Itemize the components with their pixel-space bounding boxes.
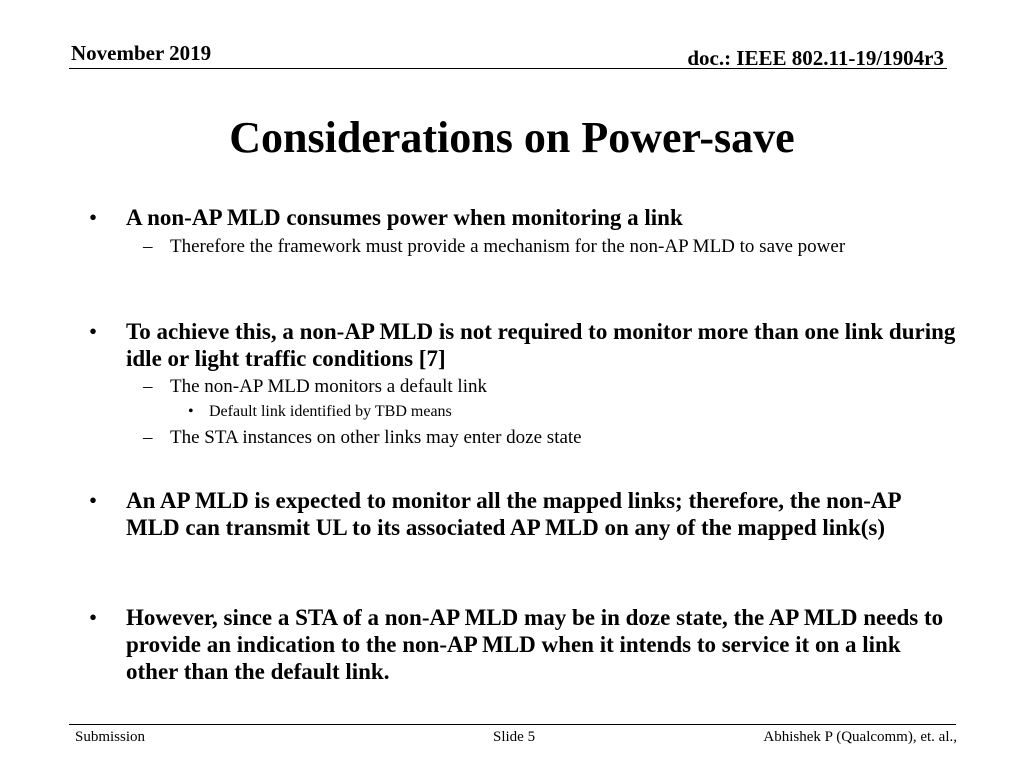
bullet-1-sub-1 (143, 236, 940, 258)
bullet-2 (89, 318, 956, 372)
bullet-marker: • (89, 205, 98, 230)
footer-slide-number: Slide 5 (493, 729, 536, 745)
bullet-2-sub-1 (143, 376, 940, 398)
bullet-4 (89, 604, 956, 685)
bullet-3 (89, 487, 956, 541)
bullet-4-text: However, since a STA of a non-AP MLD may be in doze state, the AP MLD needs to provide an indication to the non-AP MLD when it intends to service it on a link other than the default link. (126, 605, 944, 684)
bullet-1 (89, 204, 956, 231)
bullet-2-sub-1-text: The non-AP MLD monitors a default link (170, 376, 487, 397)
slide-title: Considerations on Power-save (229, 113, 795, 162)
bullet-1-text: A non-AP MLD consumes power when monitoring a link (126, 205, 683, 230)
bullet-2-sub-2 (143, 427, 940, 449)
sub-bullet-marker: – (143, 376, 153, 397)
bullet-2-text: To achieve this, a non-AP MLD is not required to monitor more than one link during idle or light traffic conditions [7] (126, 319, 956, 371)
bullet-2-sub-1-sub-1 (188, 402, 909, 422)
sub-bullet-marker: – (143, 236, 153, 257)
bullet-2-sub-2-text: The STA instances on other links may enter doze state (170, 427, 582, 448)
footer-submission: Submission (75, 729, 146, 745)
header-date: November 2019 (71, 41, 212, 65)
sub-bullet-marker: – (143, 427, 153, 448)
bullet-marker: • (89, 488, 98, 513)
bullet-3-text: An AP MLD is expected to monitor all the mapped links; therefore, the non-AP MLD can transmit UL to its associated AP MLD on any of the mapped link(s) (126, 488, 901, 540)
header-doc-id: doc.: IEEE 802.11-19/1904r3 (687, 46, 944, 70)
bullet-marker: • (89, 319, 98, 344)
bullet-1-sub-1-text: Therefore the framework must provide a mechanism for the non-AP MLD to save power (170, 236, 846, 257)
bullet-2-sub-1-sub-1-text: Default link identified by TBD means (209, 403, 452, 420)
sub-sub-bullet-marker: • (188, 403, 194, 420)
bullet-marker: • (89, 605, 98, 630)
footer-author: Abhishek P (Qualcomm), et. al., (763, 729, 957, 745)
footer-divider (69, 724, 956, 725)
